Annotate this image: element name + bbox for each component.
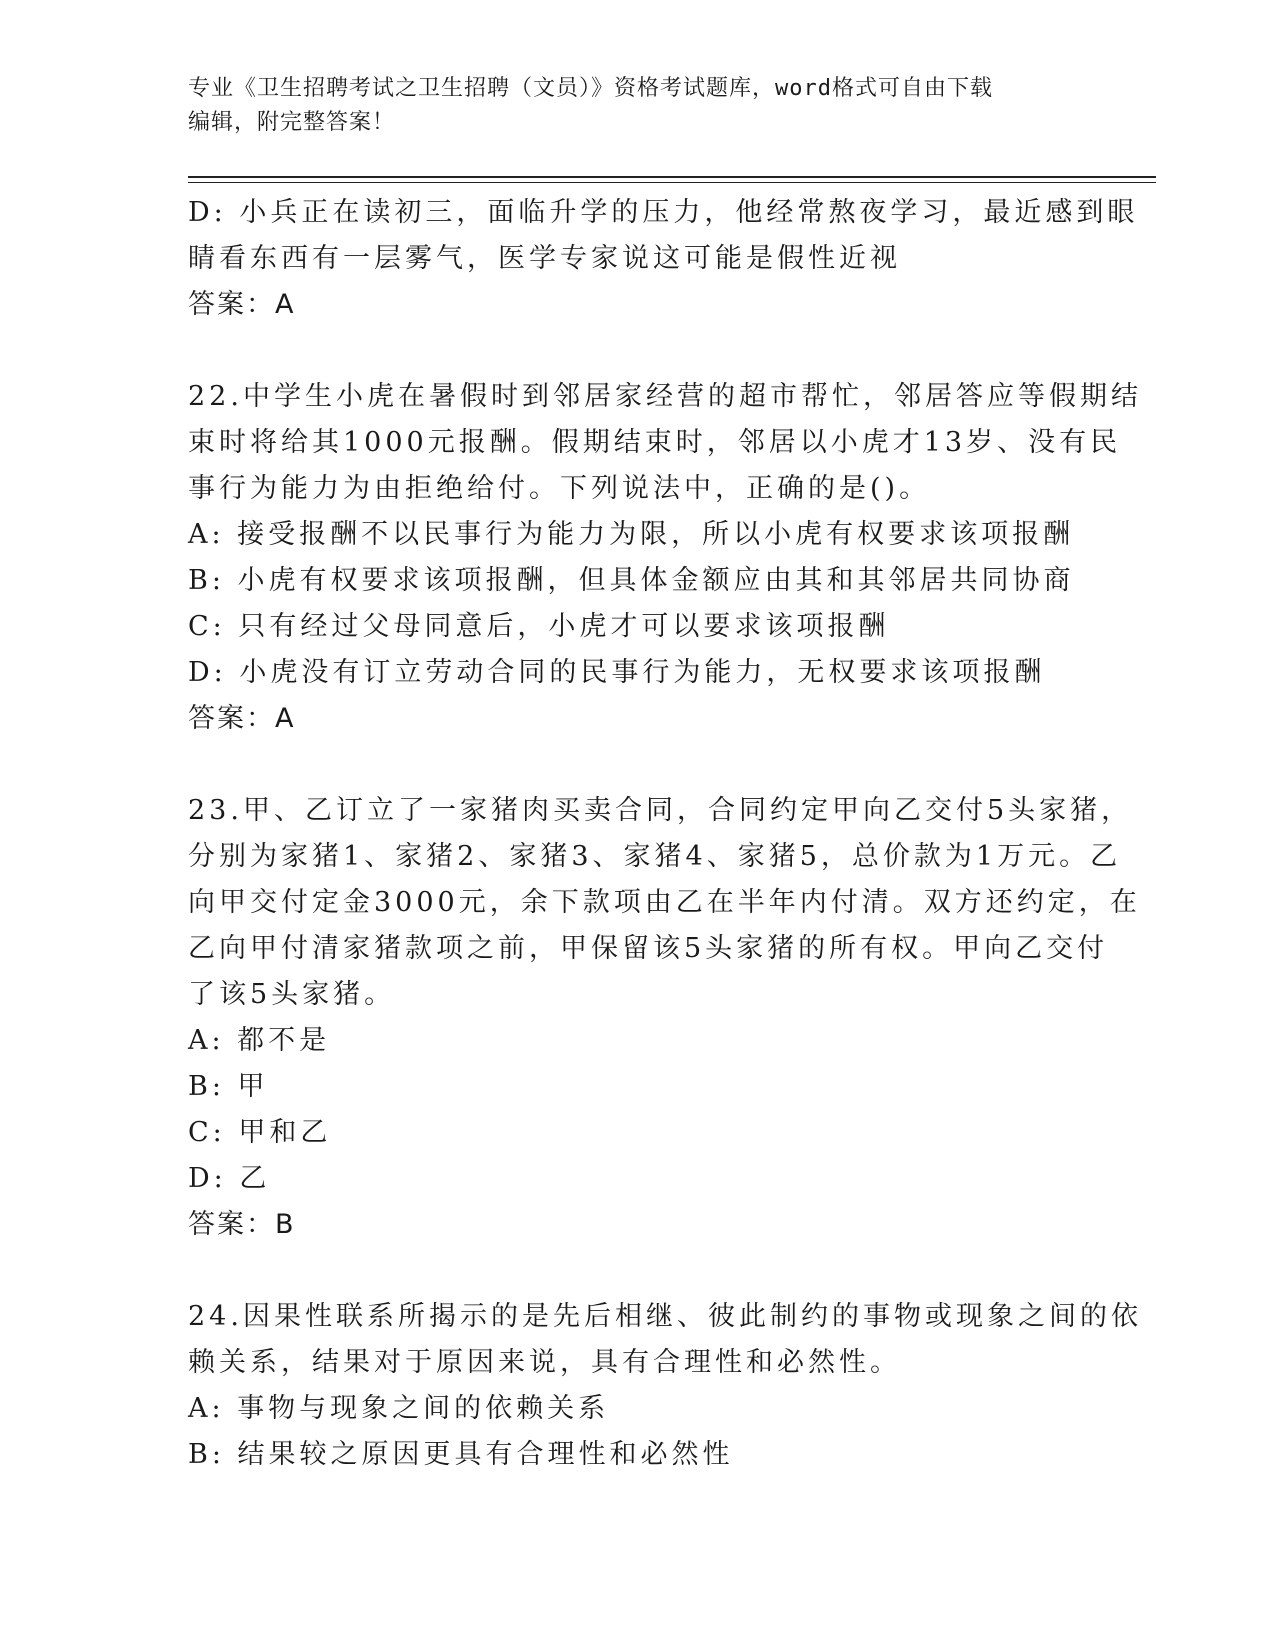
answer-label: 答案：A xyxy=(188,289,296,320)
question-stem: 束时将给其1000元报酬。假期结束时，邻居以小虎才13岁、没有民 xyxy=(188,427,1122,458)
question-stem: 了该5头家猪。 xyxy=(188,979,396,1010)
question-stem: 22.中学生小虎在暑假时到邻居家经营的超市帮忙，邻居答应等假期结 xyxy=(188,381,1142,412)
option-d-continued: 睛看东西有一层雾气，医学专家说这可能是假性近视 xyxy=(188,243,901,274)
header-divider-thin xyxy=(188,182,1156,183)
option-b: B: 甲 xyxy=(188,1071,269,1102)
question-content xyxy=(188,190,1142,1478)
question-24 xyxy=(188,1294,1142,1478)
spacer xyxy=(188,1248,1088,1294)
spacer xyxy=(188,328,1088,374)
option-a: A: 都不是 xyxy=(188,1025,331,1056)
question-stem: 赖关系，结果对于原因来说，具有合理性和必然性。 xyxy=(188,1347,901,1378)
option-a: A: 接受报酬不以民事行为能力为限，所以小虎有权要求该项报酬 xyxy=(188,519,1075,550)
option-c: C: 甲和乙 xyxy=(188,1117,332,1148)
option-c: C: 只有经过父母同意后，小虎才可以要求该项报酬 xyxy=(188,611,890,642)
header-line-1: 专业《卫生招聘考试之卫生招聘（文员）》资格考试题库，word格式可自由下载 xyxy=(188,76,993,101)
question-stem: 乙向甲付清家猪款项之前，甲保留该5头家猪的所有权。甲向乙交付 xyxy=(188,933,1109,964)
question-stem: 向甲交付定金3000元，余下款项由乙在半年内付清。双方还约定，在 xyxy=(188,887,1141,918)
question-stem: 分别为家猪1、家猪2、家猪3、家猪4、家猪5，总价款为1万元。乙 xyxy=(188,841,1122,872)
answer-label: 答案：A xyxy=(188,703,296,734)
spacer xyxy=(188,742,1088,788)
header-divider xyxy=(188,176,1156,178)
option-d: D: 小兵正在读初三，面临升学的压力，他经常熬夜学习，最近感到眼 xyxy=(188,197,1139,228)
option-d: D: 乙 xyxy=(188,1163,271,1194)
question-stem: 23.甲、乙订立了一家猪肉买卖合同，合同约定甲向乙交付5头家猪， xyxy=(188,795,1133,826)
header-line-2: 编辑，附完整答案！ xyxy=(188,110,396,135)
question-stem: 事行为能力为由拒绝给付。下列说法中，正确的是()。 xyxy=(188,473,931,504)
answer-label: 答案：B xyxy=(188,1209,296,1240)
document-header xyxy=(188,72,1088,140)
question-23 xyxy=(188,788,1141,1248)
question-22 xyxy=(188,374,1142,742)
option-b: B: 结果较之原因更具有合理性和必然性 xyxy=(188,1439,734,1470)
option-d: D: 小虎没有订立劳动合同的民事行为能力，无权要求该项报酬 xyxy=(188,657,1046,688)
option-b: B: 小虎有权要求该项报酬，但具体金额应由其和其邻居共同协商 xyxy=(188,565,1075,596)
question-stem: 24.因果性联系所揭示的是先后相继、彼此制约的事物或现象之间的依 xyxy=(188,1301,1142,1332)
option-a: A: 事物与现象之间的依赖关系 xyxy=(188,1393,610,1424)
